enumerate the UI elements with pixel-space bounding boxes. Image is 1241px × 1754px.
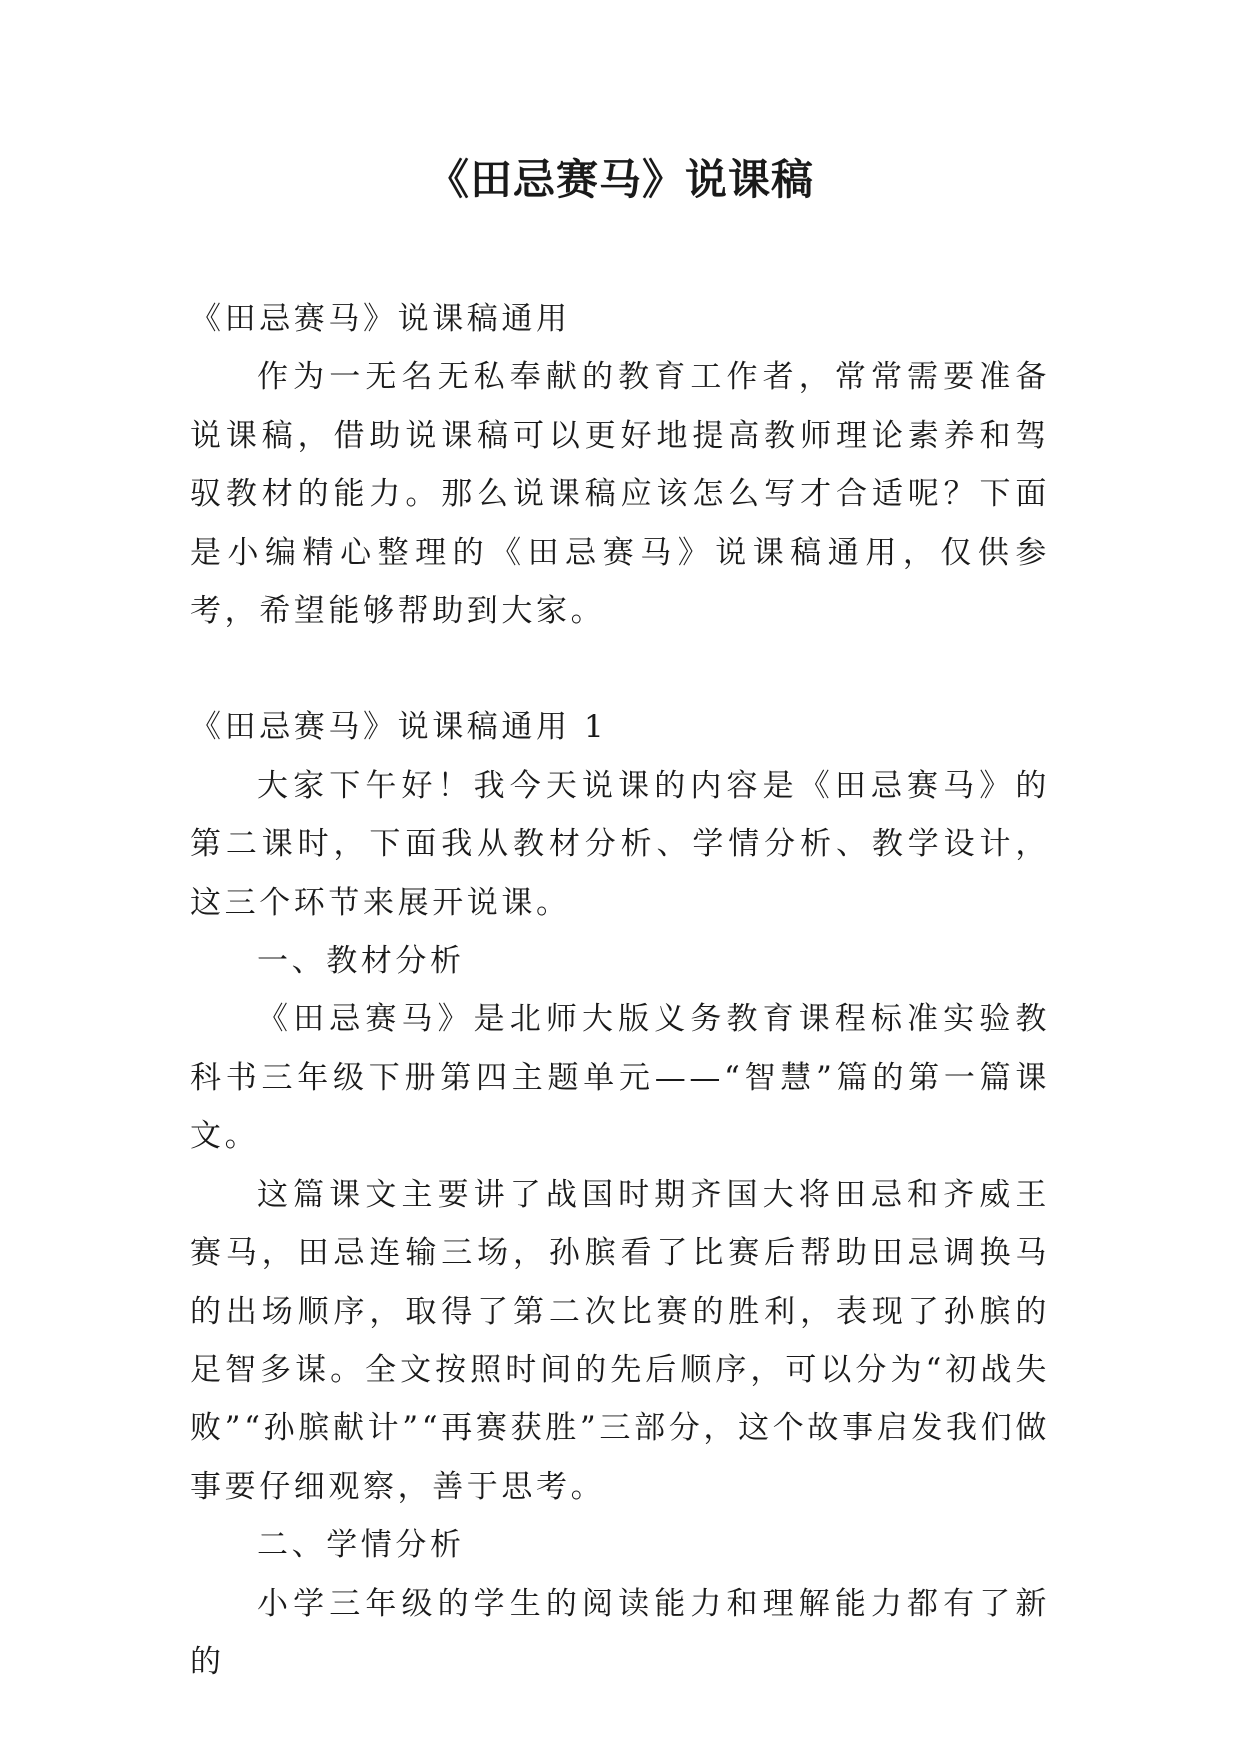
greeting-paragraph: 大家下午好！我今天说课的内容是《田忌赛马》的第二课时，下面我从教材分析、学情分析、教学设计，这三个环节来展开说课。 bbox=[190, 767, 1050, 921]
document-title: 《田忌赛马》说课稿 bbox=[426, 155, 814, 204]
document-body bbox=[190, 290, 1050, 1691]
section-spacer bbox=[190, 640, 1050, 698]
content-paragraph: 这篇课文主要讲了战国时期齐国大将田忌和齐威王赛马，田忌连输三场，孙膑看了比赛后帮助田忌调换马的出场顺序，取得了第二次比赛的胜利，表现了孙膑的足智多谋。全文按照时间的先后顺序，可以分为“初战失败”“孙膑献计”“再赛获胜”三部分，这个故事启发我们做事要仔细观察，善于思考。 bbox=[190, 1176, 1050, 1505]
section-heading-textbook-analysis: 一、教材分析 bbox=[257, 943, 465, 980]
heading-general: 《田忌赛马》说课稿通用 bbox=[190, 301, 571, 337]
textbook-paragraph: 《田忌赛马》是北师大版义务教育课程标准实验教科书三年级下册第四主题单元——“智慧”篇的第一篇课文。 bbox=[190, 1001, 1050, 1155]
students-paragraph: 小学三年级的学生的阅读能力和理解能力都有了新的 bbox=[190, 1585, 1050, 1680]
section-heading-student-analysis: 二、学情分析 bbox=[257, 1527, 465, 1564]
heading-general-1: 《田忌赛马》说课稿通用 1 bbox=[190, 709, 608, 746]
intro-paragraph: 作为一无名无私奉献的教育工作者，常常需要准备说课稿，借助说课稿可以更好地提高教师理论素养和驾驭教材的能力。那么说课稿应该怎么写才合适呢？下面是小编精心整理的《田忌赛马》说课稿通用，仅供参考，希望能够帮助到大家。 bbox=[190, 359, 1050, 630]
